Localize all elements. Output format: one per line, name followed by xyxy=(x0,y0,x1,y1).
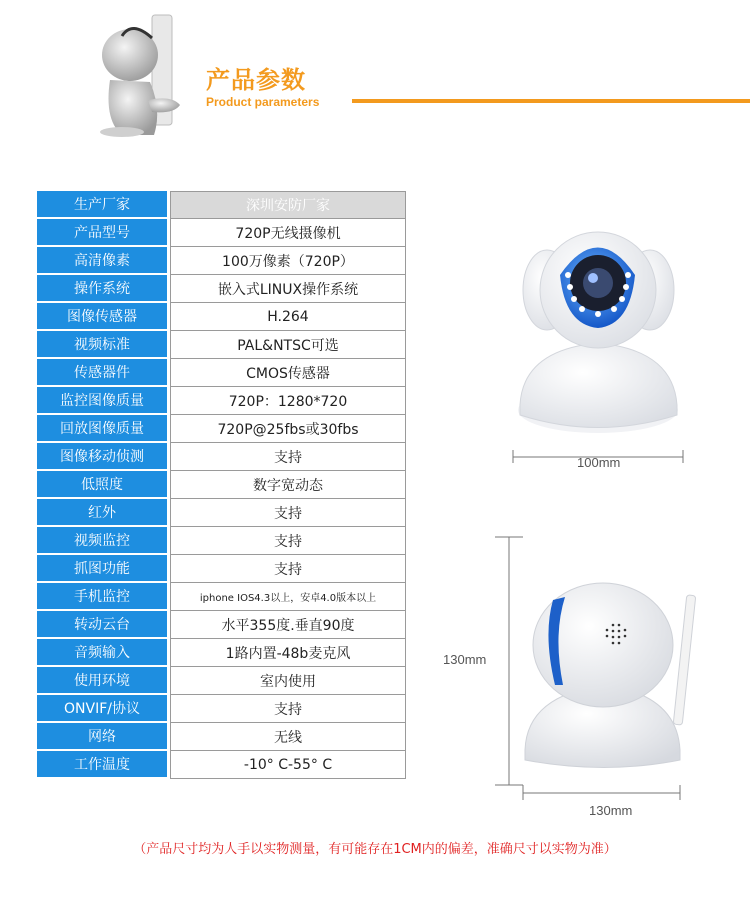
table-row xyxy=(37,611,406,639)
table-row xyxy=(37,471,406,499)
param-value: H.264 xyxy=(170,303,406,331)
param-value: 嵌入式LINUX操作系统 xyxy=(170,275,406,303)
param-label: 视频标准 xyxy=(37,331,167,359)
param-label: 工作温度 xyxy=(37,751,167,779)
param-value: 支持 xyxy=(170,555,406,583)
param-value: -10° C-55° C xyxy=(170,751,406,779)
param-label: 产品型号 xyxy=(37,219,167,247)
page-title: 产品参数 xyxy=(206,66,306,94)
table-row xyxy=(37,415,406,443)
side-width-label: 130mm xyxy=(589,803,633,818)
parameters-table xyxy=(37,191,406,779)
table-row xyxy=(37,191,406,219)
table-row xyxy=(37,219,406,247)
param-label: 转动云台 xyxy=(37,611,167,639)
param-label: 网络 xyxy=(37,723,167,751)
table-row xyxy=(37,527,406,555)
param-label: 低照度 xyxy=(37,471,167,499)
table-row xyxy=(37,583,406,611)
table-row xyxy=(37,247,406,275)
table-row xyxy=(37,359,406,387)
param-value: 100万像素（720P） xyxy=(170,247,406,275)
param-label: 监控图像质量 xyxy=(37,387,167,415)
param-value: 无线 xyxy=(170,723,406,751)
param-value: 720P：1280*720 xyxy=(170,387,406,415)
camera-side-image xyxy=(495,535,715,805)
param-label: 手机监控 xyxy=(37,583,167,611)
param-label: 抓图功能 xyxy=(37,555,167,583)
page-subtitle: Product parameters xyxy=(206,95,320,109)
param-value: 水平355度.垂直90度 xyxy=(170,611,406,639)
param-value: 深圳安防厂家 xyxy=(170,191,406,219)
param-value: 720P@25fbs或30fbs xyxy=(170,415,406,443)
param-label: ONVIF/协议 xyxy=(37,695,167,723)
param-label: 图像传感器 xyxy=(37,303,167,331)
param-label: 视频监控 xyxy=(37,527,167,555)
param-value: 支持 xyxy=(170,443,406,471)
title-divider xyxy=(352,99,750,103)
table-row xyxy=(37,639,406,667)
camera-front-image xyxy=(505,225,690,485)
front-width-label: 100mm xyxy=(577,455,621,470)
param-label: 高清像素 xyxy=(37,247,167,275)
table-row xyxy=(37,667,406,695)
param-label: 操作系统 xyxy=(37,275,167,303)
param-value: 室内使用 xyxy=(170,667,406,695)
param-value: 支持 xyxy=(170,695,406,723)
param-value: 数字宽动态 xyxy=(170,471,406,499)
param-value: 1路内置-48b麦克风 xyxy=(170,639,406,667)
param-label: 图像移动侦测 xyxy=(37,443,167,471)
param-value: 支持 xyxy=(170,499,406,527)
table-row xyxy=(37,751,406,779)
param-value: 720P无线摄像机 xyxy=(170,219,406,247)
table-row xyxy=(37,443,406,471)
param-label: 传感器件 xyxy=(37,359,167,387)
param-value: PAL&NTSC可选 xyxy=(170,331,406,359)
mascot-illustration xyxy=(92,10,192,140)
param-value: iphone IOS4.3以上，安卓4.0版本以上 xyxy=(170,583,406,611)
param-label: 红外 xyxy=(37,499,167,527)
table-row xyxy=(37,555,406,583)
table-row xyxy=(37,387,406,415)
table-row xyxy=(37,499,406,527)
param-value: 支持 xyxy=(170,527,406,555)
side-height-label: 130mm xyxy=(443,652,487,667)
table-row xyxy=(37,303,406,331)
param-label: 生产厂家 xyxy=(37,191,167,219)
table-row xyxy=(37,723,406,751)
measurement-note: （产品尺寸均为人手以实物测量，有可能存在1CM内的偏差，准确尺寸以实物为准） xyxy=(133,842,617,857)
param-value: CMOS传感器 xyxy=(170,359,406,387)
param-label: 使用环境 xyxy=(37,667,167,695)
param-label: 音频输入 xyxy=(37,639,167,667)
table-row xyxy=(37,275,406,303)
table-row xyxy=(37,695,406,723)
table-row xyxy=(37,331,406,359)
param-label: 回放图像质量 xyxy=(37,415,167,443)
